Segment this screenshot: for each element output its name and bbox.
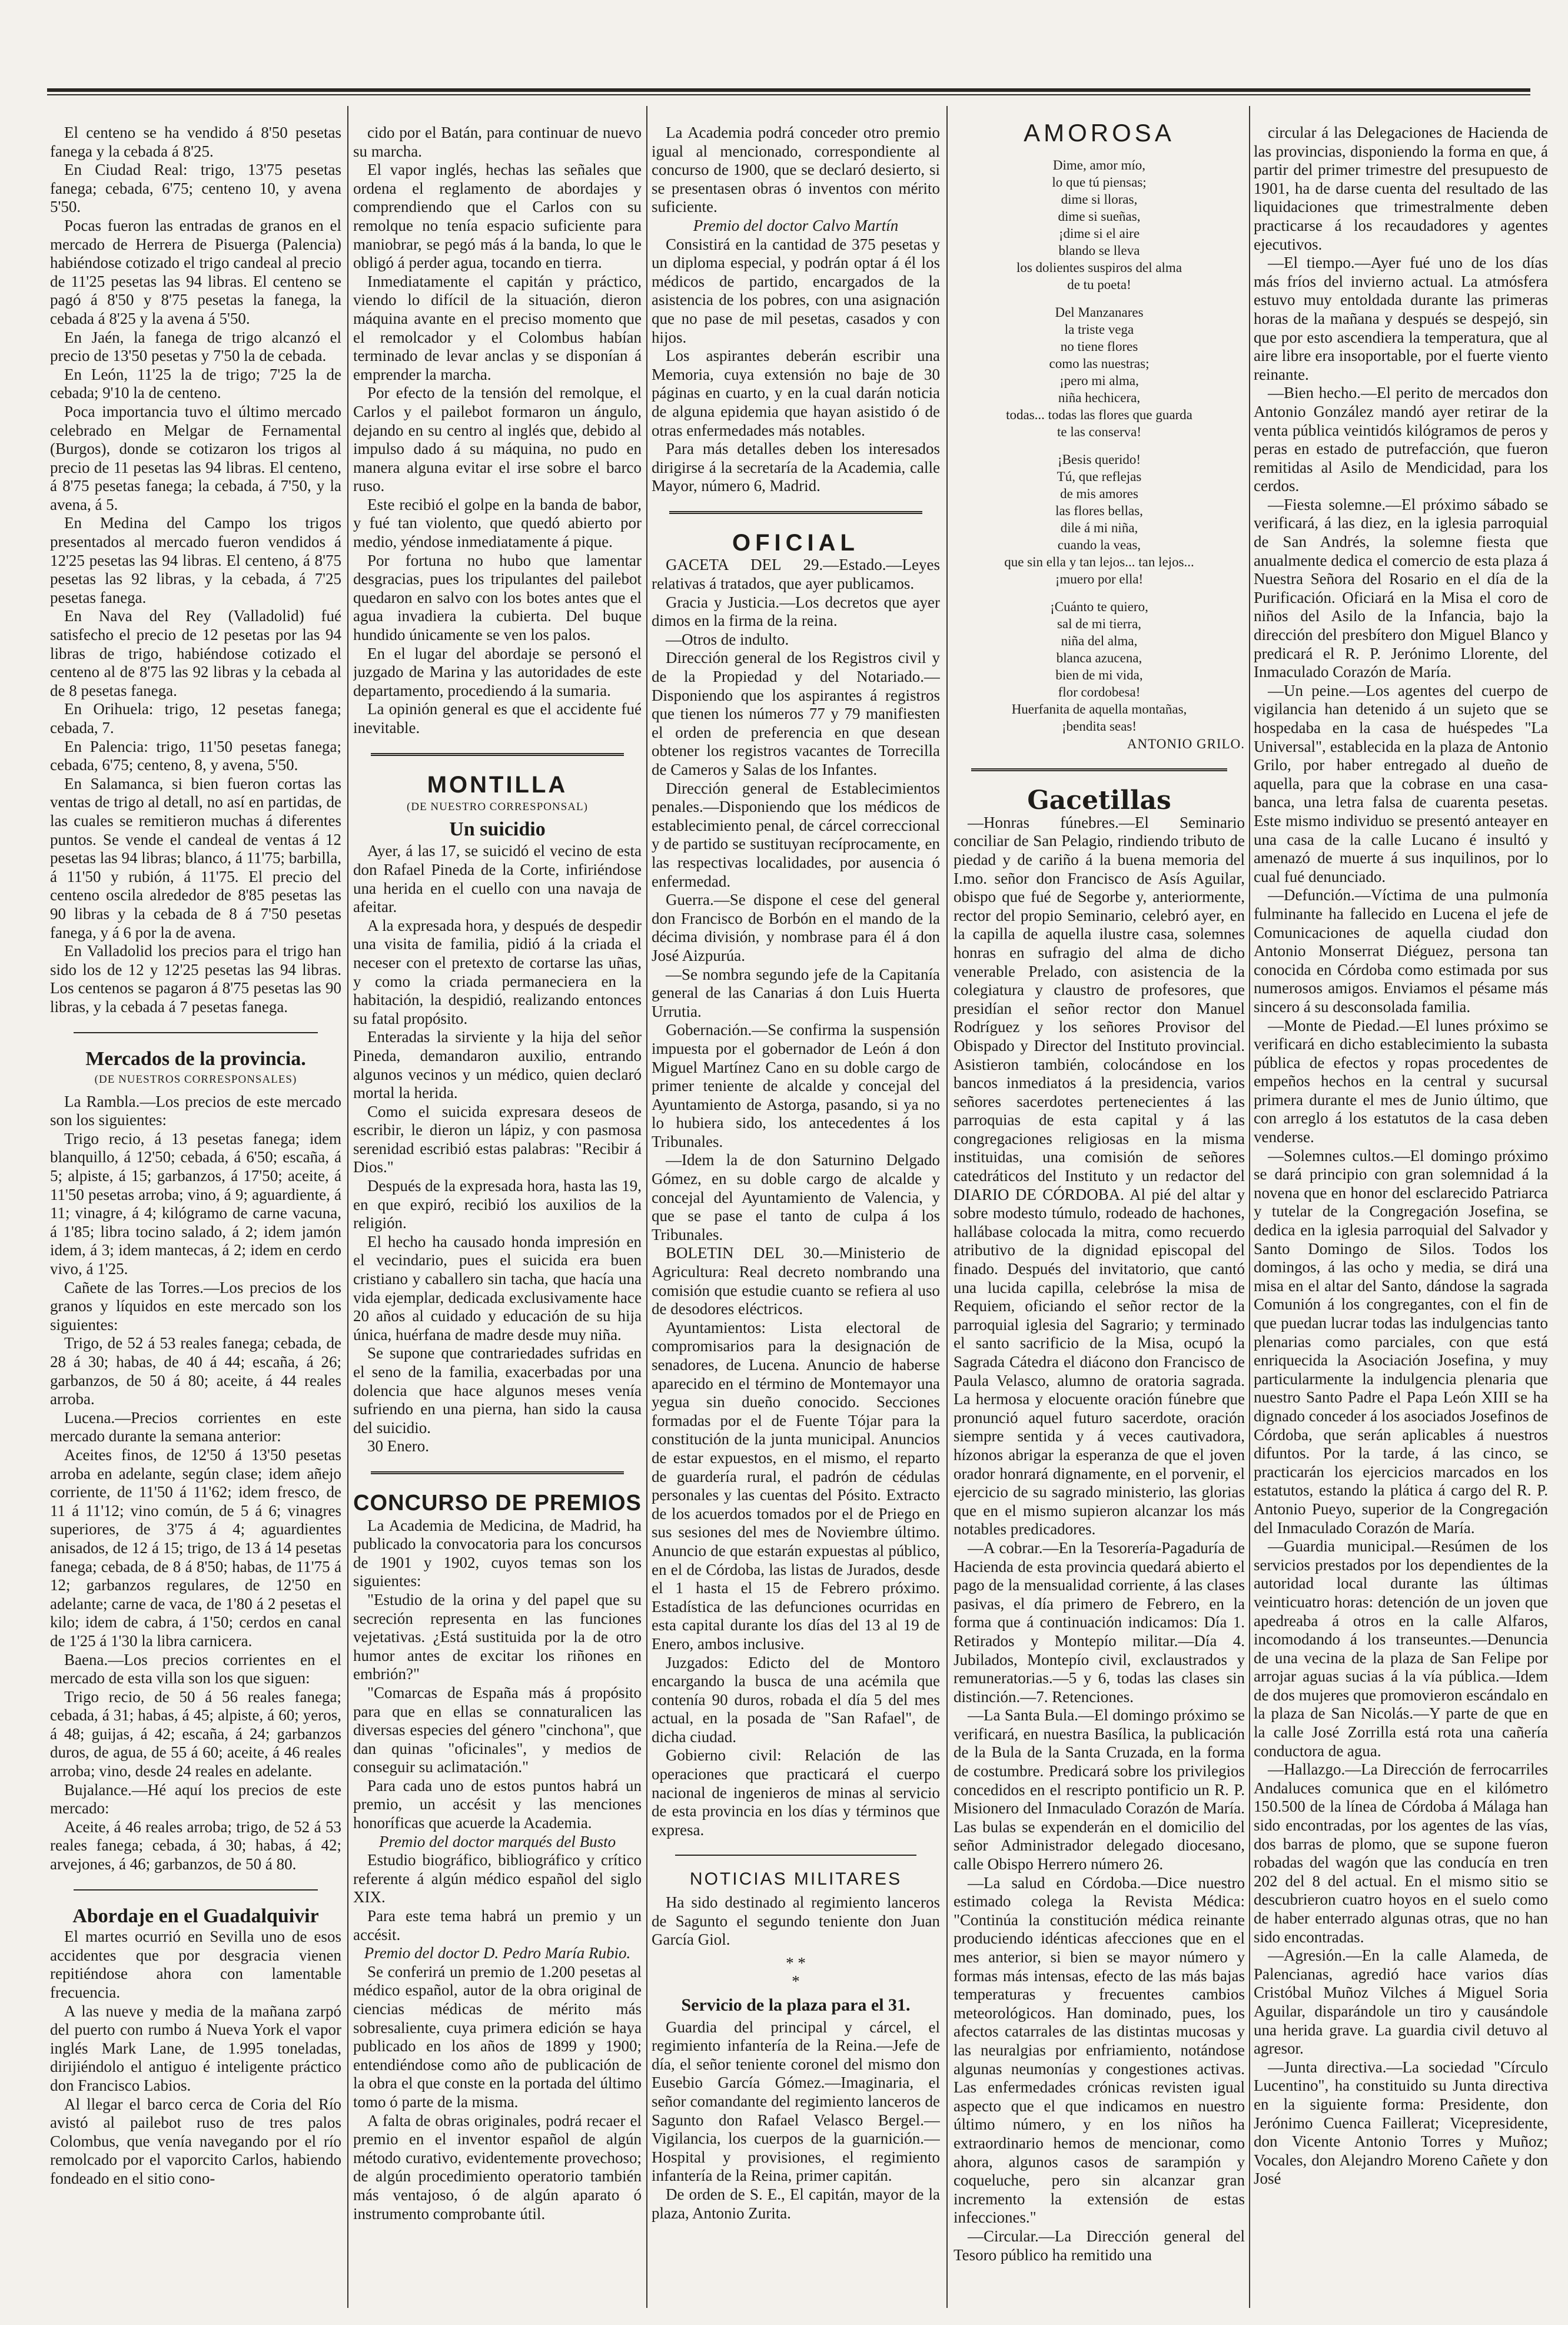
news-item: —El tiempo.—Ayer fué uno de los días más fríos del invierno actual. La atmósfera estuvo muy entoldada durante las primeras horas de la mañana y después se despejó, sin que por esto ascendiera la temperatura, que al aire libre era insoportable, por el fuerte viento reinante. — [1254, 254, 1548, 383]
paragraph: Para este tema habrá un premio y un accésit. — [353, 1907, 642, 1943]
news-item: —La salud en Córdoba.—Dice nuestro estimado colega la Revista Médica: "Continúa la constitución médica reinante produciendo idénticas afecciones que en el mes anterior, si bien se mayor número y formas más intensas, efecto de las más bajas temperaturas y frecuentes cambios meteorológicos. Han dominado, pues, los afectos catarrales de las distintas mucosas y las neuralgias por enfriamiento, notándose algunas neumonías y congestiones activas. Las enfermedades crónicas revisten igual aspecto que el que indicamos en nuestro último número, y en los niños ha extraordinario hemos de mencionar, como ahora, algunos casos de sarampión y coqueluche, pero sin alcanzar gran incremento la extensión de estas infecciones." — [954, 1873, 1245, 2227]
paragraph: Dirección general de los Registros civil y de la Propiedad y del Notariado.—Disponiendo que los aspirantes á registros que tienen los números 77 y 79 manifiesten el orden de preferencia en que desean obtener los registros vacantes de Torrecilla de Cameros y Salas de los Infantes. — [652, 649, 940, 778]
section-heading: Gacetillas — [1027, 785, 1171, 816]
poem-line: flor cordobesa! — [1058, 684, 1141, 699]
paragraph: En Medina del Campo los trigos presentados al mercado fueron vendidos á 12'25 pesetas las 94 libras. El centeno, á 8'75 pesetas las 92 libras, y la cebada, á 7'25 pesetas fanega. — [50, 514, 341, 606]
poem-title: AMOROSA — [1024, 124, 1175, 147]
poem-line: ¡dime si el aire — [1058, 225, 1140, 241]
paragraph: Para cada uno de estos puntos habrá un premio, un accésit y las menciones honoríficas que acuerde la Academia. — [353, 1776, 642, 1832]
paragraph: De orden de S. E., El capitán, mayor de la plaza, Antonio Zurita. — [652, 2185, 940, 2222]
paragraph: A falta de obras originales, podrá recaer el premio en el inventor español de algún método curativo, evidentemente provechoso; de algún procedimiento operatorio también más ventajoso, ó de algún aparato ó instrumento comprobante útil. — [353, 2111, 642, 2223]
section-heading: NOTICIAS MILITARES — [689, 1869, 902, 1889]
paragraph: Estudio biográfico, bibliográfico y crítico referente á algún médico español del siglo XIX. — [353, 1851, 642, 1906]
poem-stanza — [954, 157, 1245, 293]
prize-title: Premio del doctor D. Pedro María Rubio. — [364, 1944, 631, 1962]
news-item: —Guardia municipal.—Resúmen de los servicios prestados por los dependientes de la autoridad local durante las últimas veinticuatro horas: detención de un joven que apedreaba á otros en la calle Alfaros, incomodando á los transeuntes.—Denuncia de una vecina de la plaza de San Felipe por arrojar aguas sucias á la vía pública.—Idem de dos mujeres que promovieron escándalo en la plaza de San Nicolás.—Y parte de que en la calle José Zorrilla está rota una cañería conductora de agua. — [1254, 1537, 1548, 1760]
poem-line: lo que tú piensas; — [1052, 174, 1147, 190]
section-heading: Abordaje en el Guadalquivir — [72, 1905, 319, 1927]
paragraph: Guerra.—Se dispone el cese del general don Francisco de Borbón en el mando de la décima división, y nombrase para él á don José Aizpurúa. — [652, 891, 940, 964]
poem-line: cuando la veas, — [1057, 537, 1141, 552]
column-3 — [652, 124, 940, 2223]
poem-line: niña del alma, — [1061, 633, 1138, 648]
poem-author: ANTONIO GRILO. — [1127, 736, 1245, 751]
paragraph: BOLETIN DEL 30.—Ministerio de Agricultura: Real decreto nombrando una comisión que estudie cuanto se refiera al uso de desodores eléctricos. — [652, 1244, 940, 1318]
paragraph: Gobierno civil: Relación de las operaciones que practicará el cuerpo nacional de ingenieros de minas al servicio de esta provincia en los días y términos que expresa. — [652, 1746, 940, 1839]
paragraph: La opinión general es que el accidente fué inevitable. — [353, 700, 642, 737]
paragraph: cido por el Batán, para continuar de nuevo su marcha. — [353, 124, 642, 160]
news-item: —Hallazgo.—La Dirección de ferrocarriles Andaluces comunica que en el kilómetro 150.500 de la línea de Córdoba á Málaga han sido encontradas, por los agentes de las vías, dos barras de plomo, que se supone fueron robadas del wagón que las conducía en tren 202 del 8 del actual. En el mismo sitio se descubrieron cuatro hoyos en el suelo como de haber enterrado algunas otras, que no han sido encontradas. — [1254, 1760, 1548, 1946]
article-title: Un suicidio — [449, 818, 546, 840]
paragraph: Pocas fueron las entradas de granos en el mercado de Herrera de Pisuerga (Palencia) habiéndose cotizado el trigo candeal al precio de 11'25 pesetas las 94 libras. El centeno se pagó á 8'50 y 8'75 pesetas la fanega, la cebada á 8'25 y la avena á 5'50. — [50, 216, 341, 327]
paragraph: El martes ocurrió en Sevilla uno de esos accidentes que por desgracia vienen repitiéndose ahora con lamentable frecuencia. — [50, 1928, 341, 2001]
column-1 — [50, 124, 341, 2188]
paragraph: Enteradas la sirviente y la hija del señor Pineda, demandaron auxilio, entrando algunos vecinos y un médico, quien declaró mortal la herida. — [353, 1028, 642, 1102]
section-divider — [971, 768, 1227, 771]
poem-line: niña hechicera, — [1058, 390, 1141, 405]
poem-line: que sin ella y tan lejos... tan lejos... — [1004, 554, 1194, 569]
column-separator — [1249, 106, 1250, 2308]
poem-line: ¡Cuánto te quiero, — [1050, 599, 1148, 614]
poem-line: bien de mi vida, — [1055, 667, 1143, 682]
column-4 — [954, 124, 1245, 2264]
paragraph: En el lugar del abordaje se personó el juzgado de Marina y las autoridades de este departamento, procediendo á la sumaria. — [353, 644, 642, 699]
poem-line: todas... todas las flores que guarda — [1006, 407, 1192, 422]
section-divider — [675, 1855, 916, 1856]
paragraph: Aceite, á 46 reales arroba; trigo, de 52 á 53 reales fanega; cebada, á 30; habas, á 42; arvejones, á 46; garbanzos, de 50 á 80. — [50, 1817, 341, 1873]
paragraph: El vapor inglés, hechas las señales que ordena el reglamento de abordajes y comprendiendo que el Carlos con su remolque no tenía espacio suficiente para maniobrar, se pegó más á la banda, lo que le obligó á perder agua, tocando en tierra. — [353, 161, 642, 272]
paragraph: A las nueve y media de la mañana zarpó del puerto con rumbo á Nueva York el vapor inglés Mark Lane, de 1.995 toneladas, dirijiéndolo el antiguo é inteligente práctico don Francisco Labios. — [50, 2002, 341, 2094]
section-divider — [371, 753, 624, 756]
paragraph: Ayer, á las 17, se suicidó el vecino de esta don Rafael Pineda de la Corte, infiriéndose una herida en el cuello con una navaja de afeitar. — [353, 842, 642, 916]
paragraph: Ha sido destinado al regimiento lanceros de Sagunto el segundo teniente don Juan García Giol. — [652, 1893, 940, 1949]
top-rule — [47, 88, 1530, 92]
paragraph: Poca importancia tuvo el último mercado celebrado en Melgar de Fernamental (Burgos), donde se cotizaron los trigos al precio de 11 pesetas las 94 libras. El centeno, á 8'75 pesetas fanega; la cebada, á 7'50, y la avena, á 5. — [50, 402, 341, 513]
section-heading: CONCURSO DE PREMIOS — [353, 1490, 642, 1515]
paragraph: Trigo recio, de 50 á 56 reales fanega; cebada, á 31; habas, á 45; alpiste, á 60; yeros, á 48; guijas, á 42; escaña, á 24; garbanzos duros, de agua, de 55 á 60; aceite, á 46 reales arroba; vino, desde 24 reales en adelante. — [50, 1687, 341, 1780]
paragraph: Lucena.—Precios corrientes en este mercado durante la semana anterior: — [50, 1408, 341, 1445]
poem-line: de tu poeta! — [1067, 277, 1131, 292]
poem-line: dime si sueñas, — [1058, 208, 1141, 224]
paragraph: GACETA DEL 29.—Estado.—Leyes relativas á tratados, que ayer publicamos. — [652, 556, 940, 593]
paragraph: Para más detalles deben los interesados dirigirse á la secretaría de la Academia, calle Mayor, número 6, Madrid. — [652, 440, 940, 495]
poem-line: dile á mi niña, — [1060, 520, 1138, 535]
news-item: —Circular.—La Dirección general del Tesoro público ha remitido una — [954, 2227, 1245, 2264]
poem-line: ¡bendita seas! — [1061, 718, 1137, 734]
section-divider — [74, 1032, 318, 1033]
poem-line: Dime, amor mío, — [1052, 157, 1146, 173]
paragraph: Bujalance.—Hé aquí los precios de este mercado: — [50, 1780, 341, 1817]
news-item: —Defunción.—Víctima de una pulmonía fulminante ha fallecido en Lucena el jefe de Comunicaciones de aquella ciudad don Antonio Monserrat Diéguez, persona tan conocida en Córdoba como estimada por sus numerosos amigos. Enviamos el pésame más sincero á su desconsolada familia. — [1254, 886, 1548, 1016]
paragraph: La Academia podrá conceder otro premio igual al mencionado, correspondiente al concurso de 1900, que se declaró desierto, si se presentasen obras ó inventos con mérito suficiente. — [652, 124, 940, 216]
poem-stanza — [954, 304, 1245, 440]
section-divider — [371, 1471, 624, 1474]
poem-line: te las conserva! — [1057, 424, 1142, 439]
paragraph: Después de la expresada hora, hasta las 19, en que expiró, recibió los auxilios de la religión. — [353, 1177, 642, 1232]
poem-line: Del Manzanares — [1055, 304, 1144, 320]
paragraph: Al llegar el barco cerca de Coria del Río avistó al pailebot ruso de tres palos Colombus, que venía navegando por el río remolcado por el vaporcito Carlos, habiendo fondeado en el sitio cono- — [50, 2095, 341, 2187]
paragraph: Gobernación.—Se confirma la suspensión impuesta por el gobernador de León á don Miguel Martínez Cano en su doble cargo de primer teniente de alcalde y concejal del Ayuntamiento de Astorga, pasando, si ya no lo hubiera sido, los antecedentes á los Tribunales. — [652, 1021, 940, 1150]
column-5 — [1254, 124, 1548, 2188]
section-divider — [669, 511, 922, 514]
column-separator — [946, 106, 948, 2308]
paragraph: En Palencia: trigo, 11'50 pesetas fanega; cebada, 6'75; centeno, 8, y avena, 5'50. — [50, 737, 341, 774]
separator-dots: * * * — [786, 1953, 806, 1991]
paragraph: Guardia del principal y cárcel, el regimiento infantería de la Reina.—Jefe de día, el señor teniente coronel del mismo don Eusebio García Gómez.—Imaginaria, el señor comandante del regimiento lanceros de Sagunto don Rafael Velasco Bergel.—Vigilancia, los cuerpos de la guarnición.—Hospital y provisiones, el regimiento infantería de la Reina, primer capitán. — [652, 2018, 940, 2185]
paragraph: Como el suicida expresara deseos de escribir, le dieron un lápiz, y con pasmosa serenidad escribió estas palabras: "Recibir á Dios." — [353, 1102, 642, 1176]
poem-line: blando se lleva — [1058, 243, 1140, 258]
paragraph: Por fortuna no hubo que lamentar desgracias, pues los tripulantes del pailebot quedaron en salvo con los botes antes que el agua invadiera la cubierta. Del buque hundido únicamente se ven los palos. — [353, 551, 642, 644]
paragraph: En Nava del Rey (Valladolid) fué satisfecho el precio de 12 pesetas por las 94 libras de trigo, habiéndose cotizado el centeno al de 8'75 las 92 libras y la cebada al de 8 pesetas fanega. — [50, 607, 341, 699]
column-2 — [353, 124, 642, 2223]
news-item: —La Santa Bula.—El domingo próximo se verificará, en nuestra Basílica, la publicación de la Bula de la Santa Cruzada, en la forma de costumbre. Predicará sobre los privilegios concedidos en el rescripto pontificio un R. P. Misionero del Inmaculado Corazón de María. Las bulas se expenderán en el domicilio del señor Administrador delegado diocesano, calle Obispo Herrero número 26. — [954, 1706, 1245, 1873]
paragraph: A la expresada hora, y después de despedir una visita de familia, pidió á la criada el neceser con el pretexto de cortarse las uñas, y como la criada permaneciera en la habitación, la despidió, realizando entonces su fatal propósito. — [353, 916, 642, 1027]
poem-stanza — [954, 598, 1245, 735]
paragraph: El centeno se ha vendido á 8'50 pesetas fanega y la cebada á 8'25. — [50, 124, 341, 160]
section-heading: OFICIAL — [732, 529, 859, 556]
news-item: —Fiesta solemne.—El próximo sábado se verificará, á las diez, en la iglesia parroquial de San Andrés, la solemne fiesta que anualmente dedica el comercio de esta plaza á Nuestra Señora del Rosario en el día de la Purificación. Oficiará en la Misa el coro de niños del Asilo de la Infancia, bajo la dirección del presbítero don Miguel Blanco y predicará el R. P. Jerónimo Llorente, del Inmaculado Corazón de María. — [1254, 495, 1548, 681]
news-item: —Monte de Piedad.—El lunes próximo se verificará en dicho establecimiento la subasta pública de efectos y ropas procedentes de empeños hechos en la central y sucursal primera durante el mes de Junio último, que con arreglo á los estatutos de la casa deben venderse. — [1254, 1016, 1548, 1146]
news-item: —Bien hecho.—El perito de mercados don Antonio González mandó ayer retirar de la venta pública veintidós kilógramos de peros y peras en estado de putrefacción, que fueron remitidas al Asilo de Mendicidad, para los cerdos. — [1254, 384, 1548, 495]
paragraph: Trigo recio, á 13 pesetas fanega; idem blanquillo, á 12'50; cebada, á 6'50; escaña, á 5; alpiste, á 15; garbanzos, á 17'50; aceite, á 11'50 pesetas arroba; vino, á 9; aguardiente, á 11; vinagre, á 4; kilógramo de carne vacuna, á 1'85; libra tocino salado, á 2; idem jamón idem, á 3; idem mantecas, á 2; idem en cerdo vivo, á 1'25. — [50, 1129, 341, 1278]
paragraph: Cañete de las Torres.—Los precios de los granos y líquidos en este mercado son los siguientes: — [50, 1278, 341, 1334]
poem-line: no tiene flores — [1060, 339, 1138, 354]
paragraph: La Rambla.—Los precios de este mercado son los siguientes: — [50, 1092, 341, 1129]
news-item: —Un peine.—Los agentes del cuerpo de vigilancia han detenido á un sujeto que se hospedaba en la casa de huéspedes "La Universal", establecida en la plaza de Antonio Grilo, por haber entregado al dueño de aquella, para que la cobrase en una casa-banca, una letra falsa de cuarenta pesetas. Este mismo individuo se presentó anteayer en una casa de la calle Lucano é insultó y amenazó de muerte á sus inquilinos, por lo cual fué denunciado. — [1254, 681, 1548, 885]
paragraph: En Salamanca, si bien fueron cortas las ventas de trigo al detall, no así en partidas, de las cuales se remitieron muchas á diferentes puntos. Se vende el candeal de ventas á 12 pesetas las 94 libras; blanco, á 11'75; barbilla, á 11'50 y rubión, á 11'75. El precio del centeno oscila alrededor de 8'85 pesetas las 90 libras y la cebada de 8 á 7'50 pesetas fanega, y á 6 por la de avena. — [50, 774, 341, 941]
paragraph: La Academia de Medicina, de Madrid, ha publicado la convocatoria para los concursos de 1901 y 1902, cuyos temas son los siguientes: — [353, 1516, 642, 1590]
paragraph: "Comarcas de España más á propósito para que en ellas se connaturalicen las diversas especies del género "cinchona", que dan quinas "oficinales", y medios de conseguir su aclimatación." — [353, 1683, 642, 1776]
paragraph: —Otros de indulto. — [666, 630, 789, 648]
paragraph: —Idem la de don Saturnino Delgado Gómez, en su doble cargo de alcalde y concejal del Ayuntamiento de Valencia, y que se pase el tanto de culpa á los Tribunales. — [652, 1151, 940, 1243]
poem-line: ¡muero por ella! — [1055, 571, 1144, 586]
dateline: 30 Enero. — [367, 1437, 429, 1455]
poem-line: ¡Besis querido! — [1057, 452, 1141, 467]
section-divider — [74, 1889, 318, 1890]
news-item: —Honras fúnebres.—El Seminario conciliar de San Pelagio, rindiendo tributo de piedad y de cariño á la buena memoria del I.mo. señor don Francisco de Asís Aguilar, obispo que fué de Segorbe y, anteriormente, rector del propio Seminario, celebró ayer, en la capilla de aquella ilustre casa, solemnes honras en sufragio del alma de dicho venerable Prelado, con asistencia de la colegiatura y claustro de profesores, que presidían el señor rector don Manuel Rodríguez y los señores Provisor del Obispado y Director del Instituto provincial. Asistieron también, colocándose en los bancos inmediatos á la presidencia, varios señores sacerdotes pertenecientes á las parroquias de esta capital y á las congregaciones religiosas en la misma instituidas, una comisión de señores catedráticos del Instituto y un redactor del DIARIO DE CÓRDOBA. Al pié del altar y sobre modesto túmulo, rodeado de hachones, hallábase colocada la mitra, como recuerdo atributivo de la dignidad episcopal del finado. Después del invitatorio, que cantó una lucida capilla, celebróse la misa de Requiem, oficiando el señor rector de la parroquial iglesia del Sagrario; y terminado el santo sacrificio de la Misa, ocupó la Sagrada Cátedra el diácono don Francisco de Paula Velasco, alumno de oratoria sagrada. La hermosa y elocuente oración fúnebre que pronunció aquel futuro sacerdote, oración siempre sentida y á veces cautivadora, hízonos abrigar la esperanza de que el joven orador honrará dignamente, en el porvenir, el ejercicio de su sagrado ministerio, las glorias que en el mismo supieron alcanzar los más notables predicadores. — [954, 813, 1245, 1538]
column-separator — [646, 106, 647, 2308]
section-heading: Mercados de la provincia. — [85, 1047, 306, 1070]
paragraph: En Valladolid los precios para el trigo han sido los de 12 y 12'25 pesetas las 94 libras. Los centenos se pagaron á 8'75 pesetas las 90 libras, y la cebada á 7 pesetas fanega. — [50, 942, 341, 1016]
poem-line: blanca azucena, — [1056, 650, 1142, 665]
news-item: —Solemnes cultos.—El domingo próximo se dará principio con gran solemnidad á la novena que en honor del esclarecido Patriarca y tutelar de la Congregación Josefina, se dedica en la iglesia parroquial del Salvador y Santo Domingo de Silos. Todos los domingos, á las ocho y media, se dirá una misa en el altar del Santo, dándose la sagrada Comunión á los congregantes, con el fin de que puedan lucrar todas las indulgencias tanto plenarias como parciales, con que está enriquecida la Asociación Josefina, y muy particularmente la indulgencia plenaria que nuestro Santo Padre el Papa León XIII se ha dignado conceder á los asociados Josefinos de Córdoba, que serán aplicables á nuestros difuntos. Por la tarde, á las cinco, se practicarán los ejercicios marcados en los estatutos, estando la plática á cargo del R. P. Antonio Pueyo, superior de la Congregación del Inmaculado Corazón de María. — [1254, 1146, 1548, 1537]
paragraph: Se conferirá un premio de 1.200 pesetas al médico español, autor de la obra original de ciencias médicas de mérito más sobresaliente, cuya primera edición se haya publicado en los años de 1899 y 1900; entendiéndose como año de publicación de la obra el que conste en la portada del último tomo ó parte de la misma. — [353, 1962, 642, 2111]
poem-line: Tú, que reflejas — [1057, 469, 1142, 484]
section-heading: MONTILLA — [427, 771, 568, 798]
section-subheading: (DE NUESTRO CORRESPONSAL) — [407, 801, 588, 814]
poem-line: la triste vega — [1064, 321, 1134, 337]
top-rule-thin — [47, 94, 1530, 95]
poem-line: dime si lloras, — [1061, 191, 1138, 207]
poem-line: Huerfanita de aquella montañas, — [1011, 701, 1187, 717]
paragraph: Este recibió el golpe en la banda de babor, y fué tan violento, que quedó abierto por medio, yéndose inmediatamente á pique. — [353, 495, 642, 551]
paragraph: Por efecto de la tensión del remolque, el Carlos y el pailebot formaron un ángulo, dejando en su centro al inglés que, debido al impulso dado á su máquina, no pudo en manera alguna evitar el irse sobre el barco ruso. — [353, 384, 642, 495]
poem-line: las flores bellas, — [1055, 503, 1143, 518]
paragraph: En Ciudad Real: trigo, 13'75 pesetas fanega; cebada, 6'75; centeno 10, y avena 5'50. — [50, 161, 341, 216]
poem-line: de mis amores — [1060, 486, 1138, 501]
paragraph: En Orihuela: trigo, 12 pesetas fanega; cebada, 7. — [50, 700, 341, 737]
paragraph: Ayuntamientos: Lista electoral de compromisarios para la designación de senadores, de Lucena. Anuncio de haberse aparecido en el término de Montemayor una yegua sin dueño conocido. Secciones formadas por el de Fuente Tójar para la constitución de la junta municipal. Anuncios de estar expuestos, en el mismo, el reparto de guardería rural, el padrón de cédulas personales y las cuentas del Pósito. Extracto de los acuerdos tomados por el de Priego en sus sesiones del mes de Noviembre último. Anuncio de que estarán expuestas al público, en el de Córdoba, las listas de Jurados, desde el 1 hasta el 15 de Febrero próximo. Estadística de las defunciones ocurridas en esta capital durante los días del 13 al 19 de Enero, ambos inclusive. — [652, 1318, 940, 1653]
paragraph: En Jaén, la fanega de trigo alcanzó el precio de 13'50 pesetas y 7'50 la de cebada. — [50, 328, 341, 365]
news-item: circular á las Delegaciones de Hacienda de las provincias, disponiendo la forma en que, á partir del primer trimestre del presupuesto de 1901, ha de darse cuenta del resultado de las liquidaciones que trimestralmente deben practicarse á los recaudadores y agentes ejecutivos. — [1254, 124, 1548, 253]
paragraph: Aceites finos, de 12'50 á 13'50 pesetas arroba en adelante, según clase; idem añejo corriente, de 11'50 á 11'62; idem fresco, de 11 á 11'12; vino común, de 5 á 6; vinagres superiores, de 3'75 á 4; aguardientes anisados, de 12 á 15; trigo, de 13 á 14 pesetas fanega; cebada, de 8 á 8'50; habas, de 11'75 á 12; garbanzos regulares, de 12'50 en adelante; carne de vaca, de 1'80 á 2 pesetas el kilo; idem de cabra, á 1'50; cerdos en canal de 1'25 á 1'30 la libra carnicera. — [50, 1445, 341, 1650]
paragraph: —Se nombra segundo jefe de la Capitanía general de las Canarias á don Luis Huerta Urrutia. — [652, 965, 940, 1020]
news-item: —A cobrar.—En la Tesorería-Pagaduría de Hacienda de esta provincia quedará abierto el pago de la mensualidad corriente, á las clases pasivas, el día primero de Febrero, en la forma que á continuación indicamos: Día 1. Retirados y Montepío militar.—Día 4. Jubilados, Montepío civil, exclaustrados y remuneratorias.—5 y 6, todas las clases sin distinción.—7. Retenciones. — [954, 1538, 1245, 1706]
paragraph: "Estudio de la orina y del papel que su secreción representa en las funciones vejetativas. ¿Está sustituida por la de otro humor antes de excitar los riñones en embrión?" — [353, 1590, 642, 1683]
paragraph: Juzgados: Edicto del de Montoro encargando la busca de una acémila que contenía 90 duros, robada el día 5 del mes actual, en la posada de "San Rafael", de dicha ciudad. — [652, 1653, 940, 1746]
paragraph: Gracia y Justicia.—Los decretos que ayer dimos en la firma de la reina. — [652, 593, 940, 630]
poem-stanza — [954, 451, 1245, 588]
paragraph: Baena.—Los precios corrientes en el mercado de esta villa son los que siguen: — [50, 1650, 341, 1687]
paragraph: El hecho ha causado honda impresión en el vecindario, pues el suicida era buen cristiano y caballero sin tacha, que hacía una vida ejemplar, dedicada exclusivamente hace 20 años al cuidado y educación de su hija única, huérfana de madre desde muy niña. — [353, 1232, 642, 1344]
poem-line: ¡pero mi alma, — [1059, 373, 1139, 388]
prize-title: Premio del doctor marqués del Busto — [378, 1832, 616, 1850]
paragraph: En León, 11'25 la de trigo; 7'25 la de cebada; 9'10 la de centeno. — [50, 365, 341, 402]
paragraph: Se supone que contrariedades sufridas en el seno de la familia, exacerbadas por una dolencia que hace algunos meses venía sufriendo en una pierna, han sido la causa del suicidio. — [353, 1344, 642, 1437]
poem-line: como las nuestras; — [1049, 356, 1150, 371]
poem-line: los dolientes suspiros del alma — [1016, 260, 1182, 275]
article-title: Servicio de la plaza para el 31. — [681, 1995, 911, 2015]
news-item: —Agresión.—En la calle Alameda, de Palencianas, agredió hace varios días Cristóbal Muñoz Vilches á Miguel Soria Aguilar, disparándole un tiro y causándole una herida grave. La guardia civil detuvo al agresor. — [1254, 1946, 1548, 2058]
paragraph: Dirección general de Establecimientos penales.—Disponiendo que los médicos de establecimiento penal, de cárcel correccional y de partido se sustituyan recíprocamente, en las respectivas localidades, por ausencia ó enfermedad. — [652, 779, 940, 890]
section-subheading: (DE NUESTROS CORRESPONSALES) — [94, 1073, 297, 1086]
paragraph: Inmediatamente el capitán y práctico, viendo lo difícil de la situación, dieron máquina avante en el preciso momento que el remolcador y el Colombus habían terminado de levar anclas y se disponían á emprender la marcha. — [353, 272, 642, 383]
paragraph: Los aspirantes deberán escribir una Memoria, cuya extensión no baje de 30 páginas en cuarto, y en la cual darán noticia de alguna epidemia que hayan asistido ó de otras enfermedades más notables. — [652, 347, 940, 439]
column-separator — [347, 106, 348, 2308]
paragraph: Consistirá en la cantidad de 375 pesetas y un diploma especial, y podrán optar á él los médicos de partido, encargados de la asistencia de los pobres, con una asignación que no pase de mil pesetas, casados y con hijos. — [652, 235, 940, 346]
poem-line: sal de mi tierra, — [1057, 616, 1142, 631]
news-item: —Junta directiva.—La sociedad "Círculo Lucentino", ha constituido su Junta directiva en la siguiente forma: Presidente, don Jerónimo Cuenca Faillerat; Vicepresidente, don Vicente Antonio Torres y Muñoz; Vocales, don Alejandro Moreno Cañete y don José — [1254, 2058, 1548, 2188]
paragraph: Trigo, de 52 á 53 reales fanega; cebada, de 28 á 30; habas, de 40 á 44; escaña, á 26; garbanzos, de 50 á 80; aceite, á 44 reales arroba. — [50, 1334, 341, 1408]
prize-title: Premio del doctor Calvo Martín — [693, 216, 899, 234]
